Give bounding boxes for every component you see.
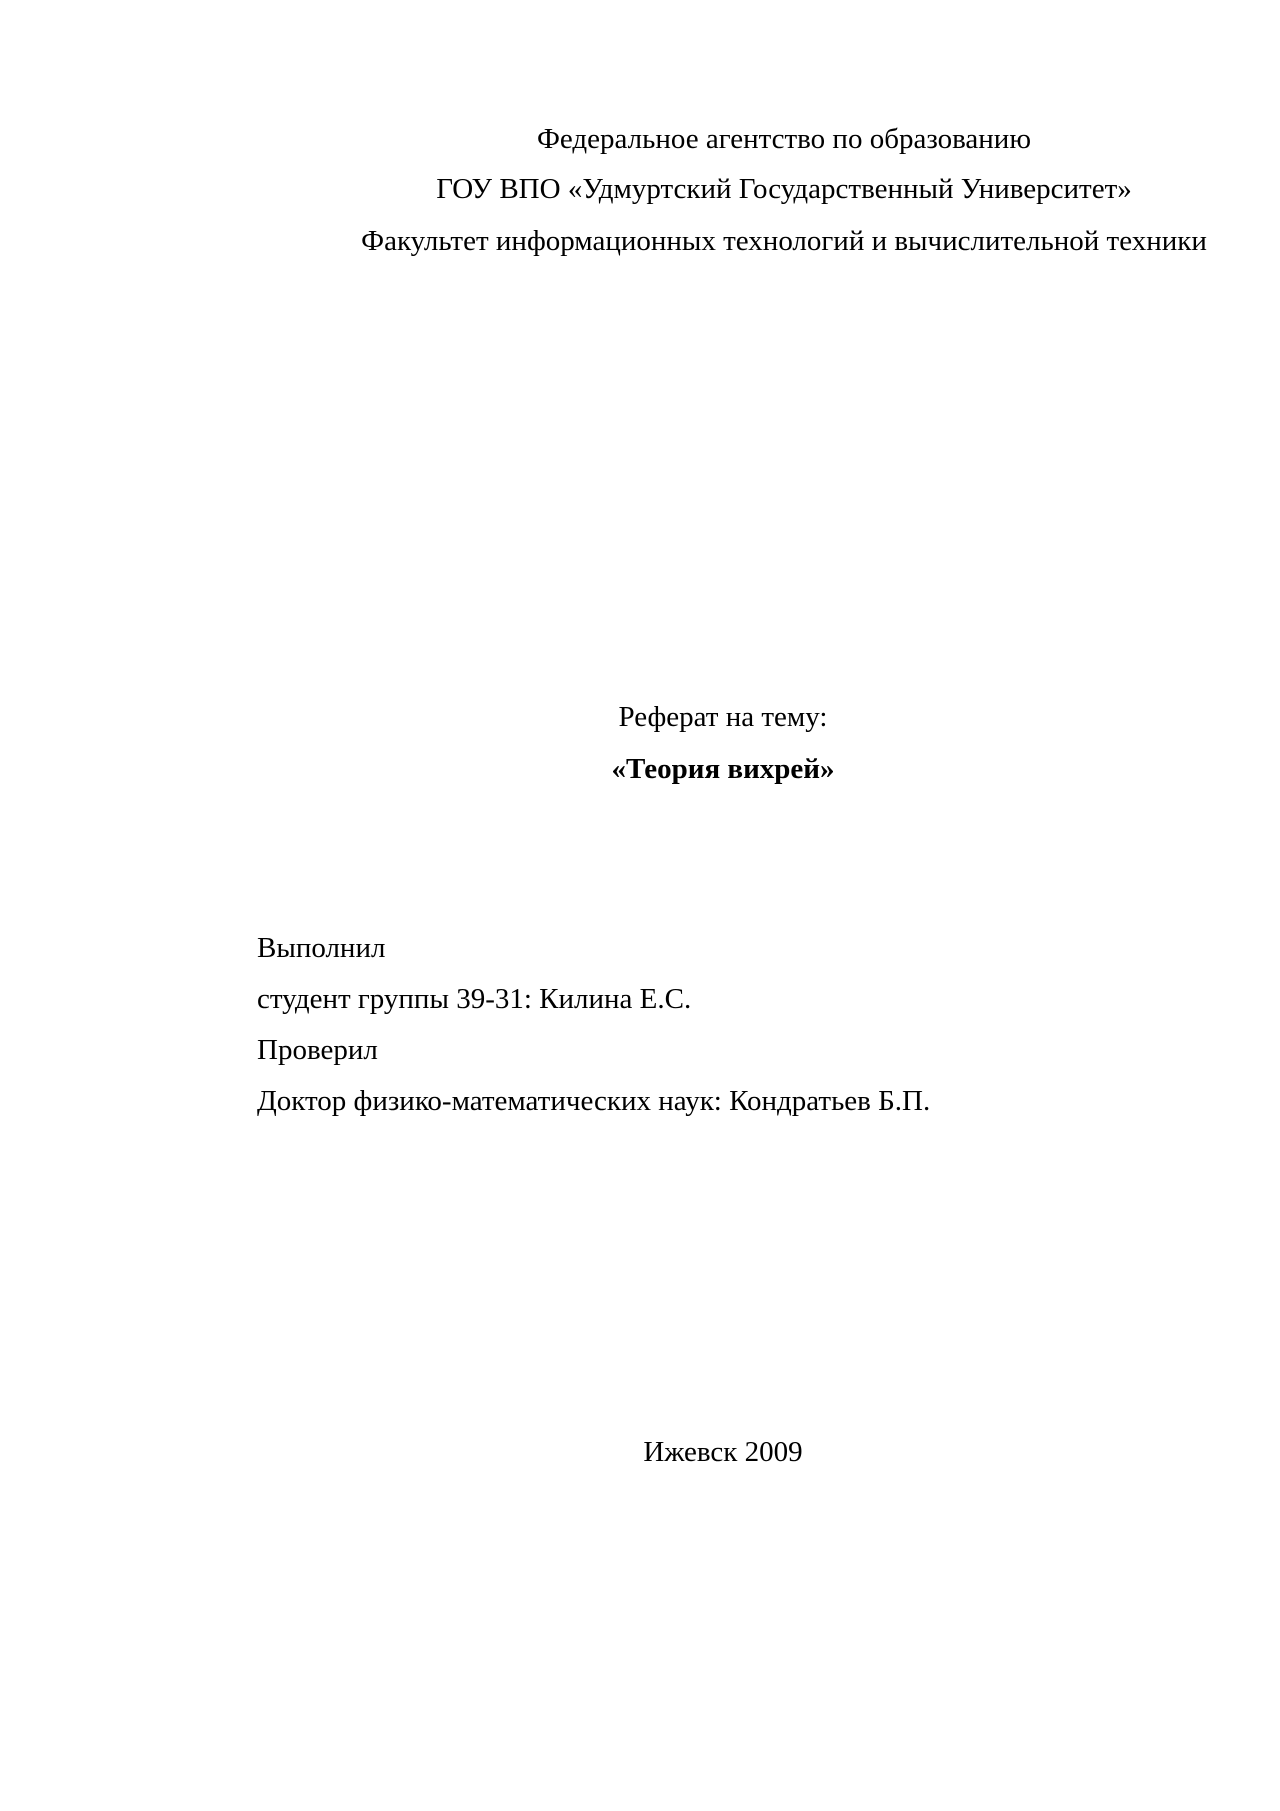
- checked-label: Проверил: [257, 1034, 378, 1066]
- topic-title: «Теория вихрей»: [611, 753, 835, 785]
- student-info: студент группы 39-31: Килина Е.С.: [257, 983, 692, 1015]
- organization-line-university: ГОУ ВПО «Удмуртский Государственный Университет»: [436, 173, 1132, 205]
- city-year: Ижевск 2009: [643, 1436, 803, 1468]
- organization-line-agency: Федеральное агентство по образованию: [536, 123, 1031, 155]
- supervisor-info: Доктор физико-математических наук: Кондратьев Б.П.: [257, 1085, 931, 1117]
- organization-line-faculty: Факультет информационных технологий и вычислительной техники: [361, 225, 1207, 257]
- topic-label: Реферат на тему:: [618, 701, 828, 733]
- performed-label: Выполнил: [257, 932, 386, 964]
